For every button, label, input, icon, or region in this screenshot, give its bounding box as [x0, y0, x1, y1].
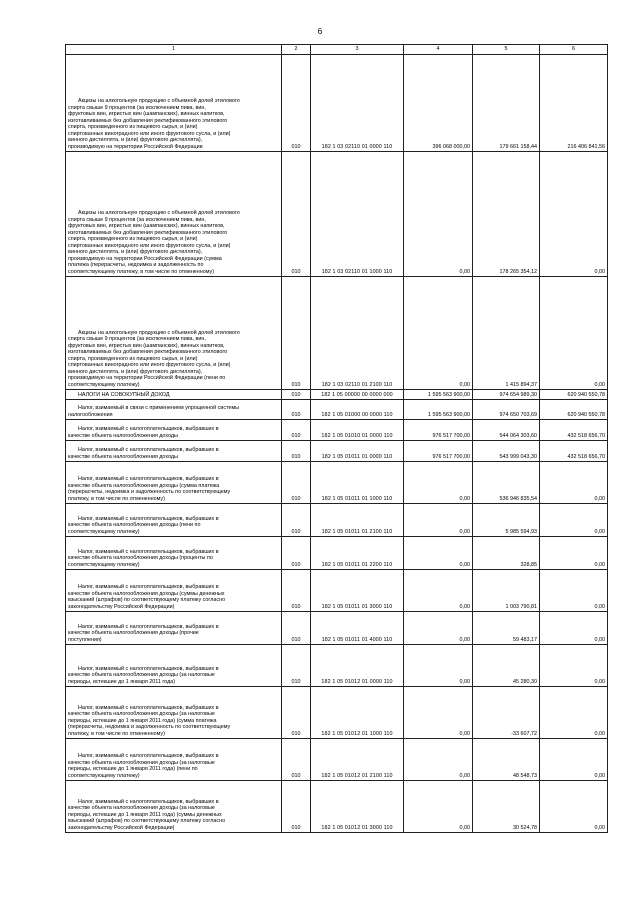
table-row [66, 277, 608, 390]
table-row [66, 645, 608, 687]
income-name-line: законодательству Российской Федерации) [68, 824, 175, 831]
income-name-line: Акцизы на алкогольную продукцию с объемной долей этилового [78, 210, 240, 216]
executed-amount-cell: 536 946 835,54 [473, 462, 540, 504]
column-header: 5 [473, 45, 540, 55]
unexecuted-amount-cell: 0,00 [540, 277, 608, 390]
income-name-cell [66, 152, 282, 277]
approved-appropriations-cell: 976 517 700,00 [404, 441, 473, 462]
income-name-line: соответствующему платежу) [68, 528, 140, 535]
table-row [66, 441, 608, 462]
unexecuted-amount-cell: 0,00 [540, 537, 608, 570]
table-row [66, 687, 608, 739]
approved-appropriations-cell: 0,00 [404, 152, 473, 277]
executed-amount-cell: 179 661 158,44 [473, 55, 540, 152]
column-header: 3 [311, 45, 404, 55]
income-name-line: Налог, взимаемый с налогоплательщиков, выбравших в [78, 665, 219, 672]
line-code-cell: 010 [282, 462, 311, 504]
income-name-line: качестве объекта налогообложения доходы (за налоговые [68, 711, 215, 717]
line-code-cell: 010 [282, 537, 311, 570]
budget-classification-code-cell: 182 1 05 01012 01 0000 110 [311, 645, 404, 687]
income-name-cell [66, 441, 282, 462]
executed-amount-cell: 1 415 894,37 [473, 277, 540, 390]
table-row [66, 400, 608, 420]
unexecuted-amount-cell: 0,00 [540, 687, 608, 739]
income-name-line: качестве объекта налогообложения доходы (суммы денежных [68, 590, 225, 597]
executed-amount-cell: 974 650 703,69 [473, 400, 540, 420]
income-name-line: фруктовых вин, игристых вин (шампанских), винных напитков, [68, 223, 225, 229]
income-name-line: качестве объекта налогообложения доходы (сумма платежа [68, 482, 220, 489]
table-row [66, 781, 608, 833]
unexecuted-amount-cell: 0,00 [540, 739, 608, 781]
executed-amount-cell: 45 280,30 [473, 645, 540, 687]
income-name-line: фруктовых вин, игристых вин (шампанских), винных напитков, [68, 342, 225, 349]
approved-appropriations-cell: 1 595 563 900,00 [404, 390, 473, 400]
income-name-line: качестве объекта налогообложения доходы [68, 453, 178, 460]
approved-appropriations-cell: 0,00 [404, 739, 473, 781]
income-name-cell [66, 537, 282, 570]
unexecuted-amount-cell: 0,00 [540, 152, 608, 277]
line-code-cell: 010 [282, 55, 311, 152]
unexecuted-amount-cell: 620 940 550,78 [540, 390, 608, 400]
income-name-line: периоды, истекшие до 1 января 2011 года) (сумма платежа [68, 717, 217, 724]
unexecuted-amount-cell: 0,00 [540, 462, 608, 504]
income-name-line: Налог, взимаемый с налогоплательщиков, выбравших в [78, 515, 219, 522]
budget-classification-code-cell: 182 1 05 01011 01 4000 110 [311, 612, 404, 645]
income-name-cell [66, 781, 282, 833]
income-name-line: платежу, в том числе по отмененному) [68, 495, 165, 502]
budget-classification-code-cell: 182 1 05 01010 01 0000 110 [311, 420, 404, 441]
income-name-line: спиртованных виноградного или иного фруктового сусла, и (или) [68, 362, 231, 368]
income-name-line: Налог, взимаемый с налогоплательщиков, выбравших в [78, 753, 219, 759]
approved-appropriations-cell: 0,00 [404, 612, 473, 645]
budget-classification-code-cell: 182 1 05 01011 01 2200 110 [311, 537, 404, 570]
income-name-line: качестве объекта налогообложения доходы (прочие [68, 630, 199, 636]
budget-classification-code-cell: 182 1 03 02110 01 2100 110 [311, 277, 404, 390]
income-name-line: качестве объекта налогообложения доходы (проценты по [68, 555, 213, 561]
column-number-row [66, 45, 608, 55]
income-name-line: Налог, взимаемый с налогоплательщиков, выбравших в [78, 476, 219, 482]
unexecuted-amount-cell: 0,00 [540, 781, 608, 833]
income-name-line: соответствующему платежу) [68, 381, 140, 388]
approved-appropriations-cell: 0,00 [404, 645, 473, 687]
income-name-cell [66, 645, 282, 687]
income-name-line: производимую на территории Российской Федерации (пени по [68, 375, 226, 381]
income-name-line: Налог, взимаемый в связи с применением упрощенной системы [78, 405, 240, 411]
unexecuted-amount-cell: 432 518 656,70 [540, 420, 608, 441]
income-name-cell [66, 739, 282, 781]
executed-amount-cell: 544 064 303,60 [473, 420, 540, 441]
budget-classification-code-cell: 182 1 05 01011 01 2100 110 [311, 504, 404, 537]
income-name-cell [66, 277, 282, 390]
approved-appropriations-cell: 0,00 [404, 462, 473, 504]
budget-classification-code-cell: 182 1 05 00000 00 0000 000 [311, 390, 404, 400]
income-name-line: взысканий (штрафов) по соответствующему платежу согласно [68, 597, 226, 603]
line-code-cell: 010 [282, 152, 311, 277]
line-code-cell: 010 [282, 739, 311, 781]
unexecuted-amount-cell: 620 940 550,78 [540, 400, 608, 420]
executed-amount-cell: 59 483,17 [473, 612, 540, 645]
table-row [66, 152, 608, 277]
income-name-line: винного дистиллята, и (или) фруктового дистиллята), [68, 368, 203, 375]
income-name-line: Акцизы на алкогольную продукцию с объемной долей этилового [78, 98, 240, 104]
income-name-line: спирта, произведенного из пищевого сырья, и (или) [68, 236, 198, 242]
unexecuted-amount-cell: 0,00 [540, 570, 608, 612]
unexecuted-amount-cell: 216 406 841,56 [540, 55, 608, 152]
approved-appropriations-cell: 0,00 [404, 570, 473, 612]
income-name-line: спирта, произведенного из пищевого сырья, и (или) [68, 355, 198, 362]
line-code-cell: 010 [282, 400, 311, 420]
income-name-line: качестве объекта налогообложения доходы (пени по [68, 522, 201, 528]
executed-amount-cell: 5 985 594,93 [473, 504, 540, 537]
income-name-cell [66, 55, 282, 152]
line-code-cell: 010 [282, 781, 311, 833]
income-name-line: спирта свыше 9 процентов (за исключением пива, вин, [68, 104, 206, 111]
line-code-cell: 010 [282, 441, 311, 462]
table-row [66, 739, 608, 781]
table-row [66, 55, 608, 152]
income-name-cell [66, 400, 282, 420]
unexecuted-amount-cell: 432 518 656,70 [540, 441, 608, 462]
line-code-cell: 010 [282, 612, 311, 645]
income-name-line: изготавливаемых без добавления ректификованного этилового [68, 229, 228, 236]
executed-amount-cell: 1 003 790,81 [473, 570, 540, 612]
income-name-line: соответствующему платежу) [68, 561, 140, 568]
income-name-line: Налог, взимаемый с налогоплательщиков, выбравших в [78, 623, 219, 630]
income-name-line: спиртованных виноградного или иного фруктового сусла, и (или) [68, 130, 231, 137]
income-name-line: фруктовых вин, игристых вин (шампанских), винных напитков, [68, 111, 225, 117]
income-name-cell [66, 504, 282, 537]
income-name-line: налогообложения [68, 411, 113, 418]
column-header: 6 [540, 45, 608, 55]
column-header: 2 [282, 45, 311, 55]
income-name-line: спирта свыше 9 процентов (за исключением пива, вин, [68, 336, 206, 342]
approved-appropriations-cell: 1 595 563 900,00 [404, 400, 473, 420]
table-row [66, 570, 608, 612]
approved-appropriations-cell: 0,00 [404, 277, 473, 390]
table-row [66, 390, 608, 400]
income-name-line: качестве объекта налогообложения доходы [68, 432, 178, 439]
unexecuted-amount-cell: 0,00 [540, 645, 608, 687]
income-name-cell [66, 612, 282, 645]
income-name-cell [66, 570, 282, 612]
income-name-line: винного дистиллята, и (или) фруктового дистиллята), [68, 137, 203, 143]
income-name-line: изготавливаемых без добавления ректификованного этилового [68, 349, 228, 355]
column-header: 1 [66, 45, 282, 55]
income-name-line: спиртованных виноградного или иного фруктового сусла, и (или) [68, 242, 231, 249]
line-code-cell: 010 [282, 570, 311, 612]
line-code-cell: 010 [282, 504, 311, 537]
income-name-line: качестве объекта налогообложения доходы (за налоговые [68, 805, 215, 811]
income-name-line: Акцизы на алкогольную продукцию с объемной долей этилового [78, 329, 240, 336]
line-code-cell: 010 [282, 687, 311, 739]
income-name-line: производимую на территории Российской Федерации [68, 143, 203, 150]
executed-amount-cell: 30 524,78 [473, 781, 540, 833]
executed-amount-cell: 328,85 [473, 537, 540, 570]
income-name-line: Налог, взимаемый с налогоплательщиков, выбравших в [78, 704, 219, 711]
table-row [66, 537, 608, 570]
income-name-line: Налог, взимаемый с налогоплательщиков, выбравших в [78, 447, 219, 453]
budget-classification-code-cell: 182 1 05 01011 01 3000 110 [311, 570, 404, 612]
income-name-cell [66, 462, 282, 504]
approved-appropriations-cell: 0,00 [404, 687, 473, 739]
table-row [66, 612, 608, 645]
executed-amount-cell: -33 607,72 [473, 687, 540, 739]
executed-amount-cell: 543 999 043,30 [473, 441, 540, 462]
budget-classification-code-cell: 182 1 05 01011 01 0000 110 [311, 441, 404, 462]
income-name-line: соответствующему платежу, в том числе по отмененному) [68, 268, 214, 275]
approved-appropriations-cell: 0,00 [404, 781, 473, 833]
income-name-line: спирта свыше 9 процентов (за исключением пива, вин, [68, 216, 206, 223]
unexecuted-amount-cell: 0,00 [540, 612, 608, 645]
income-name-line: Налог, взимаемый с налогоплательщиков, выбравших в [78, 548, 219, 555]
income-name-line: соответствующему платежу) [68, 772, 140, 779]
table-row [66, 504, 608, 537]
approved-appropriations-cell: 976 517 700,00 [404, 420, 473, 441]
income-name-line: производимую на территории Российской Федерации (сумма [68, 255, 222, 262]
budget-classification-code-cell: 182 1 05 01012 01 2100 110 [311, 739, 404, 781]
executed-amount-cell: 974 654 989,30 [473, 390, 540, 400]
income-name-line: Налог, взимаемый с налогоплательщиков, выбравших в [78, 426, 219, 432]
page-number: 6 [317, 27, 323, 36]
executed-amount-cell: 48 548,73 [473, 739, 540, 781]
income-name-line: периоды, истекшие до 1 января 2011 года) (пени по [68, 766, 198, 772]
line-code-cell: 010 [282, 277, 311, 390]
income-name-line: поступления) [68, 636, 102, 643]
income-name-cell [66, 390, 282, 400]
income-name-line: периоды, истекшие до 1 января 2011 года) (суммы денежных [68, 811, 222, 818]
approved-appropriations-cell: 0,00 [404, 504, 473, 537]
income-name-line: периоды, истекшие до 1 января 2011 года) [68, 678, 176, 685]
budget-classification-code-cell: 182 1 03 02110 01 0000 110 [311, 55, 404, 152]
income-name-line: взысканий (штрафов) по соответствующему платежу согласно [68, 818, 226, 824]
budget-classification-code-cell: 182 1 03 02110 01 1000 110 [311, 152, 404, 277]
table-row [66, 420, 608, 441]
income-name-line: Налог, взимаемый с налогоплательщиков, выбравших в [78, 584, 219, 590]
budget-classification-code-cell: 182 1 05 01011 01 1000 110 [311, 462, 404, 504]
column-header: 4 [404, 45, 473, 55]
line-code-cell: 010 [282, 645, 311, 687]
income-name-line: изготавливаемых без добавления ректификованного этилового [68, 117, 228, 124]
income-name-line: НАЛОГИ НА СОВОКУПНЫЙ ДОХОД [78, 391, 170, 398]
table-row [66, 462, 608, 504]
approved-appropriations-cell: 0,00 [404, 537, 473, 570]
income-name-cell [66, 420, 282, 441]
line-code-cell: 010 [282, 420, 311, 441]
executed-amount-cell: 178 265 354,12 [473, 152, 540, 277]
income-name-line: законодательству Российской Федерации) [68, 603, 175, 610]
line-code-cell: 010 [282, 390, 311, 400]
income-name-line: качестве объекта налогообложения доходы (за налоговые [68, 672, 215, 678]
budget-classification-code-cell: 182 1 05 01012 01 3000 110 [311, 781, 404, 833]
income-name-line: качестве объекта налогообложения доходы (за налоговые [68, 759, 215, 766]
income-name-line: (перерасчеты, недоимка и задолженность по соответствующему [68, 724, 231, 730]
income-name-line: платежа (перерасчеты, недоимка и задолженность по [68, 262, 204, 268]
budget-classification-code-cell: 182 1 05 01000 00 0000 110 [311, 400, 404, 420]
income-name-line: платежу, в том числе по отмененному) [68, 730, 165, 737]
budget-classification-code-cell: 182 1 05 01012 01 1000 110 [311, 687, 404, 739]
income-name-line: Налог, взимаемый с налогоплательщиков, выбравших в [78, 798, 219, 805]
income-name-cell [66, 687, 282, 739]
unexecuted-amount-cell: 0,00 [540, 504, 608, 537]
income-name-line: винного дистиллята, и (или) фруктового дистиллята), [68, 249, 203, 255]
income-name-line: (перерасчеты, недоимка и задолженность по соответствующему [68, 489, 231, 495]
income-name-line: спирта, произведенного из пищевого сырья, и (или) [68, 124, 198, 130]
approved-appropriations-cell: 396 068 000,00 [404, 55, 473, 152]
budget-report-table [65, 44, 608, 833]
